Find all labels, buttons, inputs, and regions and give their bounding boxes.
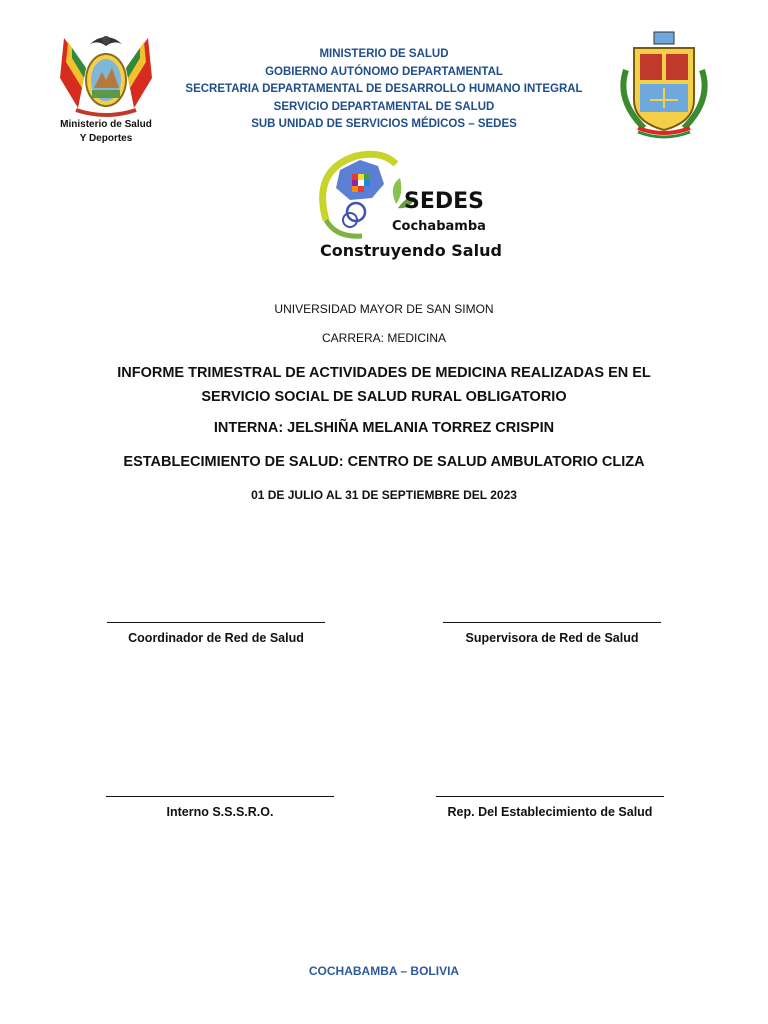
career-name: CARRERA: MEDICINA — [321, 331, 446, 345]
header-line-ministry: MINISTERIO DE SALUD — [319, 48, 449, 60]
signature-label-coordinator: Coordinador de Red de Salud — [128, 631, 304, 645]
signature-line — [106, 796, 334, 797]
signature-block-coordinator — [96, 622, 336, 645]
university-name: UNIVERSIDAD MAYOR DE SAN SIMON — [274, 302, 494, 316]
sedes-logo-slogan: Construyendo Salud — [320, 241, 502, 260]
signature-block-intern — [100, 796, 340, 819]
header-line-government: GOBIERNO AUTÓNOMO DEPARTAMENTAL — [265, 65, 503, 78]
establishment-name: ESTABLECIMIENTO DE SALUD: CENTRO DE SALUD AMBULATORIO CLIZA — [123, 454, 645, 470]
bolivia-coat-of-arms-icon — [56, 28, 156, 120]
institution-header — [160, 46, 608, 134]
signature-line — [443, 622, 661, 623]
signature-block-supervisor — [432, 622, 672, 645]
report-title — [60, 361, 708, 409]
signature-block-establishment-rep — [430, 796, 670, 819]
signature-label-intern: Interno S.S.S.R.O. — [166, 805, 274, 819]
cochabamba-coat-of-arms-icon — [614, 30, 714, 138]
header-line-service: SERVICIO DEPARTAMENTAL DE SALUD — [273, 100, 495, 113]
sedes-logo — [312, 150, 502, 262]
signature-line — [107, 622, 325, 623]
header-line-subunit: SUB UNIDAD DE SERVICIOS MÉDICOS – SEDES — [251, 118, 517, 130]
signature-line — [436, 796, 664, 797]
ministry-caption-line2: Y Deportes — [79, 133, 133, 144]
intern-name: INTERNA: JELSHIÑA MELANIA TORREZ CRISPIN — [213, 420, 555, 436]
report-title-line2: SERVICIO SOCIAL DE SALUD RURAL OBLIGATORIO — [201, 389, 567, 405]
signature-label-establishment-rep: Rep. Del Establecimiento de Salud — [447, 805, 653, 819]
sedes-logo-name: SEDES — [404, 189, 485, 214]
ministry-caption — [50, 118, 162, 146]
report-title-line1: INFORME TRIMESTRAL DE ACTIVIDADES DE MEDICINA REALIZADAS EN EL — [117, 365, 651, 381]
report-period: 01 DE JULIO AL 31 DE SEPTIEMBRE DEL 2023 — [251, 488, 517, 502]
footer-location: COCHABAMBA – BOLIVIA — [308, 964, 460, 978]
signature-label-supervisor: Supervisora de Red de Salud — [465, 631, 639, 645]
header-line-secretariat: SECRETARIA DEPARTAMENTAL DE DESARROLLO HUMANO INTEGRAL — [185, 83, 583, 95]
sedes-logo-region: Cochabamba — [392, 219, 486, 234]
ministry-caption-line1: Ministerio de Salud — [60, 119, 152, 130]
